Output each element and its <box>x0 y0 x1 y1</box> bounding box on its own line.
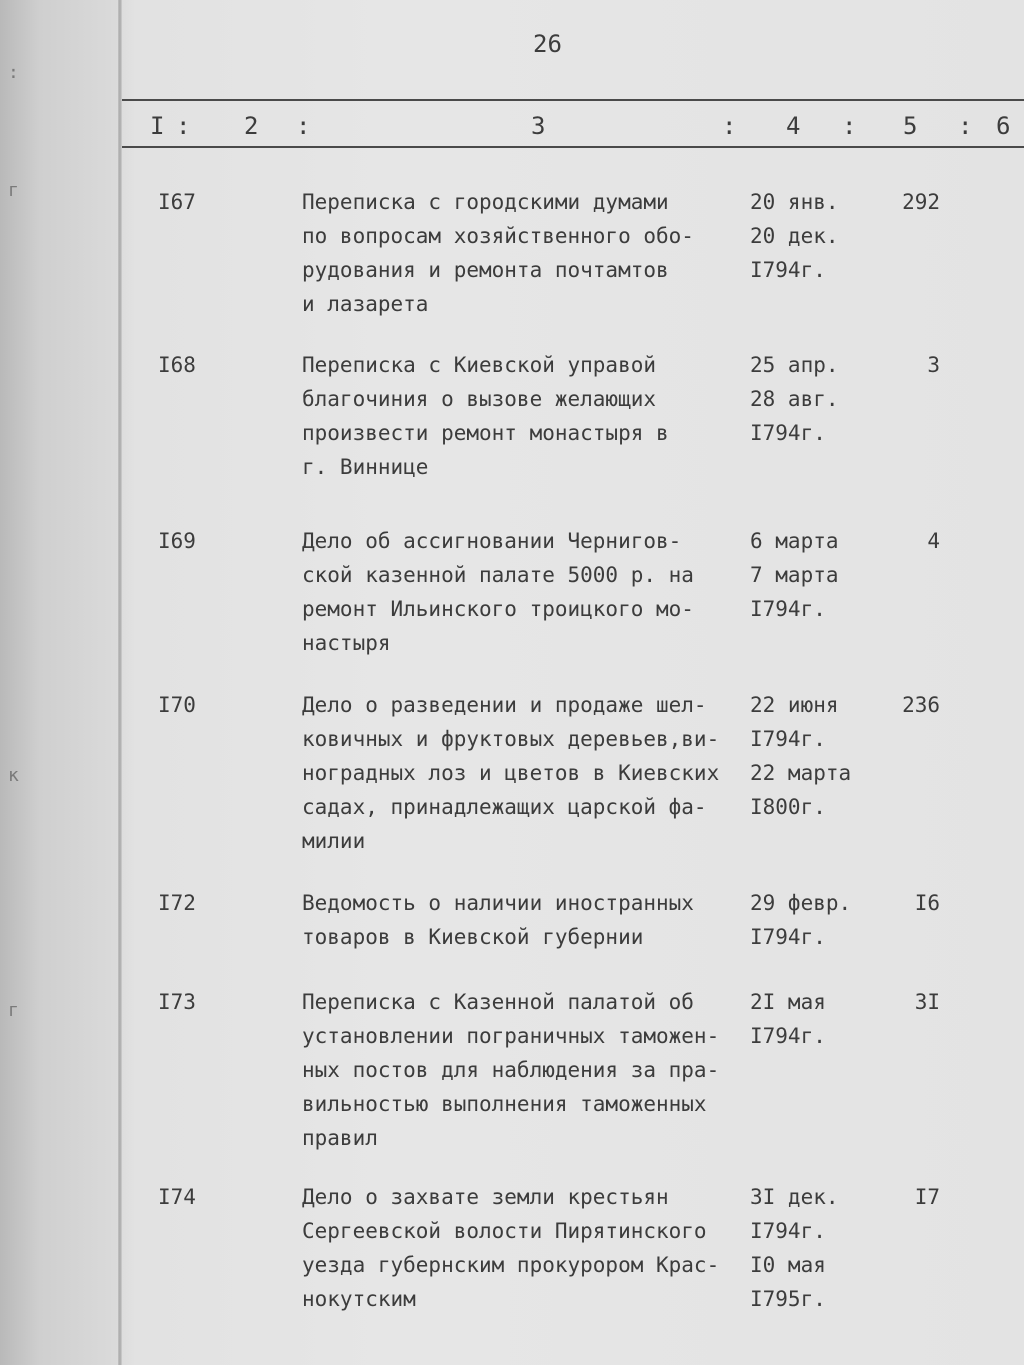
description-line: вильностью выполнения таможенных <box>302 1092 707 1116</box>
date-line: 3I дек. <box>750 1185 839 1209</box>
date-line: I794г. <box>750 258 826 282</box>
record-dates <box>750 524 839 626</box>
date-line: I794г. <box>750 597 826 621</box>
record-description <box>302 688 747 858</box>
record-sheet-count: 4 <box>927 529 940 553</box>
record-description <box>302 524 747 660</box>
record-dates <box>750 886 851 954</box>
date-line: 6 марта <box>750 529 839 553</box>
description-line: благочиния о вызове желающих <box>302 387 657 411</box>
column-header-4: 4 <box>786 112 801 140</box>
description-line: установлении пограничных таможен- <box>302 1024 720 1048</box>
margin-mark: г <box>8 1000 19 1021</box>
date-line: 22 июня <box>750 693 839 717</box>
date-line: I794г. <box>750 727 826 751</box>
description-line: Переписка с Киевской управой <box>302 353 657 377</box>
description-line: ных постов для наблюдения за пра- <box>302 1058 720 1082</box>
date-line: I800г. <box>750 795 826 819</box>
margin-mark: к <box>8 765 19 786</box>
record-number: I70 <box>158 693 196 717</box>
date-line: 7 марта <box>750 563 839 587</box>
description-line: товаров в Киевской губернии <box>302 925 644 949</box>
description-line: Переписка с Казенной палатой об <box>302 990 694 1014</box>
record-sheet-count: 236 <box>902 693 940 717</box>
description-line: ноградных лоз и цветов в Киевских <box>302 761 720 785</box>
column-separator: : <box>722 112 737 140</box>
date-line: 20 янв. <box>750 190 839 214</box>
record-number: I74 <box>158 1185 196 1209</box>
margin-mark: : <box>8 62 19 83</box>
page-number: 26 <box>533 30 562 58</box>
column-separator: : <box>842 112 857 140</box>
record-dates <box>750 1180 839 1316</box>
description-line: г. Виннице <box>302 455 429 479</box>
record-sheet-count: I6 <box>914 891 940 915</box>
description-line: садах, принадлежащих царской фа- <box>302 795 707 819</box>
record-description <box>302 185 747 321</box>
record-dates <box>750 185 839 287</box>
column-header-2: 2 <box>244 112 259 140</box>
record-description <box>302 348 747 484</box>
record-sheet-count: 3I <box>914 990 940 1014</box>
record-dates <box>750 348 839 450</box>
date-line: I794г. <box>750 1219 826 1243</box>
date-line: 22 марта <box>750 761 852 785</box>
record-dates <box>750 688 851 824</box>
description-line: ремонт Ильинского троицкого мо- <box>302 597 694 621</box>
record-number: I69 <box>158 529 196 553</box>
description-line: настыря <box>302 631 391 655</box>
description-line: ковичных и фруктовых деревьев,ви- <box>302 727 720 751</box>
column-header-5: 5 <box>903 112 918 140</box>
description-line: Дело о разведении и продаже шел- <box>302 693 707 717</box>
record-number: I73 <box>158 990 196 1014</box>
description-line: ской казенной палате 5000 р. на <box>302 563 694 587</box>
record-sheet-count: I7 <box>914 1185 940 1209</box>
description-line: по вопросам хозяйственного обо- <box>302 224 694 248</box>
description-line: произвести ремонт монастыря в <box>302 421 669 445</box>
column-separator: : <box>176 112 191 140</box>
record-dates <box>750 985 826 1053</box>
description-line: правил <box>302 1126 378 1150</box>
record-sheet-count: 3 <box>927 353 940 377</box>
column-header-1: I <box>150 112 165 140</box>
description-line: Ведомость о наличии иностранных <box>302 891 694 915</box>
record-number: I67 <box>158 190 196 214</box>
record-description <box>302 1180 747 1316</box>
column-header-3: 3 <box>531 112 546 140</box>
description-line: уезда губернским прокурором Крас- <box>302 1253 720 1277</box>
description-line: Переписка с городскими думами <box>302 190 669 214</box>
date-line: 25 апр. <box>750 353 839 377</box>
description-line: нокутским <box>302 1287 416 1311</box>
description-line: Сергеевской волости Пирятинского <box>302 1219 707 1243</box>
record-sheet-count: 292 <box>902 190 940 214</box>
date-line: I795г. <box>750 1287 826 1311</box>
date-line: I794г. <box>750 1024 826 1048</box>
page-binding-edge <box>118 0 122 1365</box>
date-line: I0 мая <box>750 1253 826 1277</box>
column-header-6: 6 <box>996 112 1011 140</box>
description-line: Дело об ассигновании Чернигов- <box>302 529 682 553</box>
date-line: 29 февр. <box>750 891 852 915</box>
record-description <box>302 886 747 954</box>
date-line: 2I мая <box>750 990 826 1014</box>
column-separator: : <box>958 112 973 140</box>
date-line: I794г. <box>750 925 826 949</box>
column-separator: : <box>296 112 311 140</box>
record-description <box>302 985 747 1155</box>
date-line: 20 дек. <box>750 224 839 248</box>
margin-mark: г <box>8 180 19 201</box>
header-bottom-rule <box>122 146 1024 148</box>
record-number: I72 <box>158 891 196 915</box>
date-line: I794г. <box>750 421 826 445</box>
description-line: и лазарета <box>302 292 429 316</box>
description-line: милии <box>302 829 366 853</box>
record-number: I68 <box>158 353 196 377</box>
description-line: Дело о захвате земли крестьян <box>302 1185 669 1209</box>
date-line: 28 авг. <box>750 387 839 411</box>
header-top-rule <box>122 99 1024 101</box>
description-line: рудования и ремонта почтамтов <box>302 258 669 282</box>
